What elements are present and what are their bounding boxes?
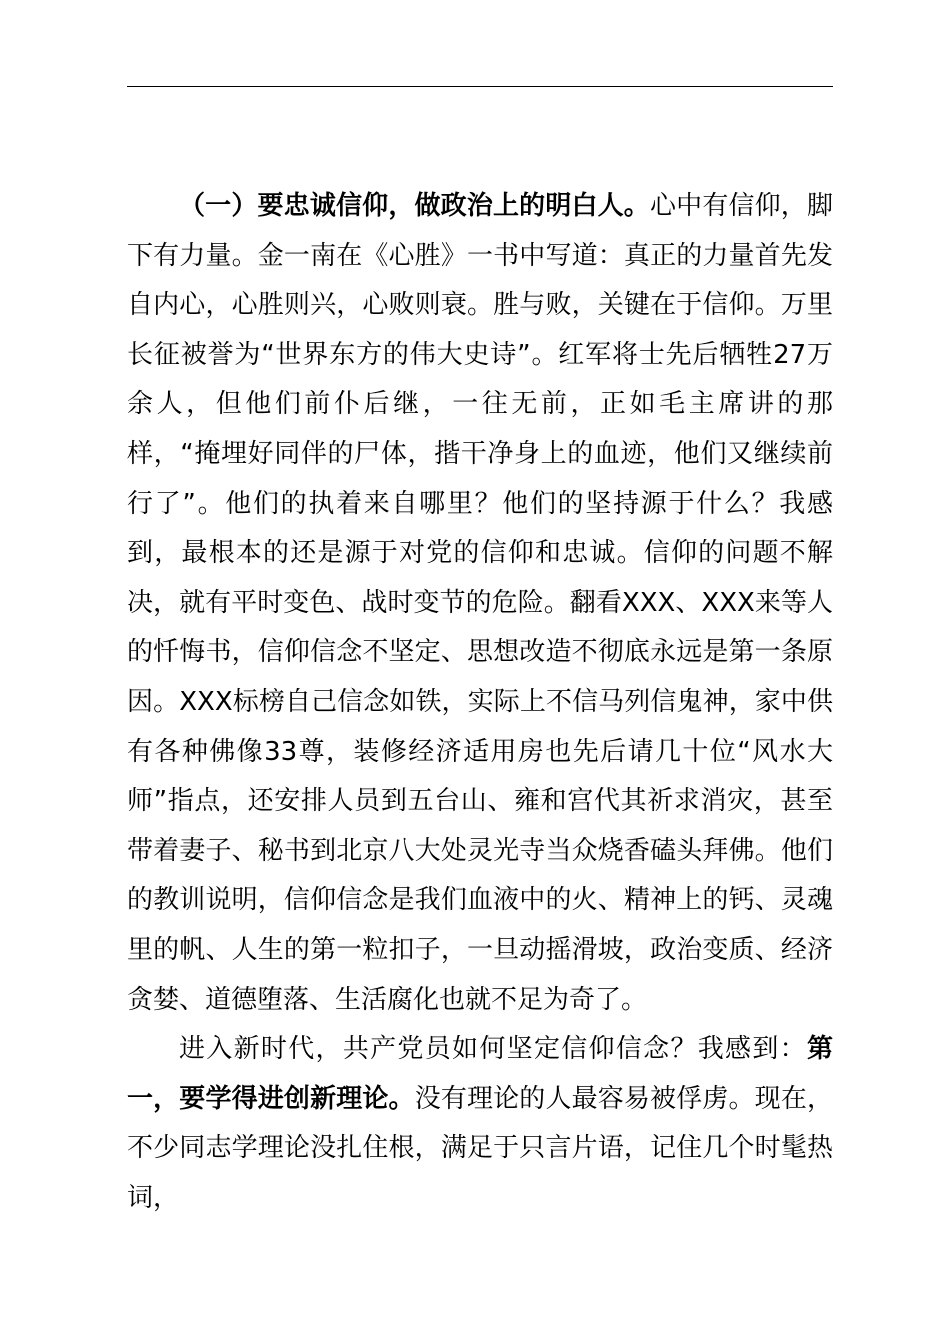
paragraph-1 bbox=[127, 182, 833, 1025]
section-heading: （一）要忠诚信仰，做政治上的明白人。 bbox=[179, 191, 650, 221]
paragraph-1-text: 心中有信仰，脚下有力量。金一南在《心胜》一书中写道：真正的力量首先发自内心，心胜则兴，心败则衰。胜与败，关键在于信仰。万里长征被誉为“世界东方的伟大史诗”。红军将士先后牺牲27万余人，但他们前仆后继，一往无前，正如毛主席讲的那样，“掩埋好同伴的尸体，揩干净身上的血迹，他们又继续前行了”。他们的执着来自哪里？他们的坚持源于什么？我感到，最根本的还是源于对党的信仰和忠诚。信仰的问题不解决，就有平时变色、战时变节的危险。翻看XXX、XXX来等人的忏悔书，信仰信念不坚定、思想改造不彻底永远是第一条原因。XXX标榜自己信念如铁，实际上不信马列信鬼神，家中供有各种佛像33尊，装修经济适用房也先后请几十位“风水大师”指点，还安排人员到五台山、雍和宫代其祈求消灾，甚至带着妻子、秘书到北京八大处灵光寺当众烧香磕头拜佛。他们的教训说明，信仰信念是我们血液中的火、精神上的钙、灵魂里的帆、人生的第一粒扣子，一旦动摇滑坡，政治变质、经济贪婪、道德堕落、生活腐化也就不足为奇了。 bbox=[127, 191, 833, 1015]
document-body bbox=[127, 182, 833, 1223]
paragraph-2-intro: 进入新时代，共产党员如何坚定信仰信念？我感到： bbox=[179, 1034, 807, 1065]
paragraph-2-text: 没有理论的人最容易被俘虏。现在，不少同志学理论没扎住根，满足于只言片语，记住几个时髦热词， bbox=[127, 1083, 833, 1213]
point-one-heading: 第一，要学得进创新理论。 bbox=[127, 1034, 833, 1114]
header-rule bbox=[127, 86, 833, 87]
paragraph-2 bbox=[127, 1025, 833, 1223]
